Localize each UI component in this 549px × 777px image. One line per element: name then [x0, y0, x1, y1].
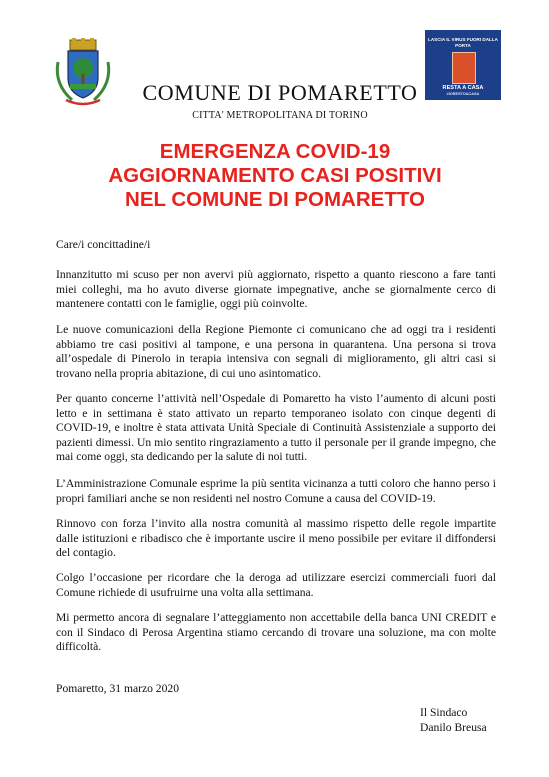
stay-home-poster: [425, 30, 501, 100]
headline-line: EMERGENZA COVID-19: [159, 140, 391, 163]
municipality-subtitle: CITTA' METROPOLITANA DI TORINO: [192, 110, 368, 121]
salutation: Care/i concittadine/i: [56, 238, 151, 251]
poster-top-text: LASCIA IL VIRUS FUORI DALLA PORTA: [428, 37, 498, 48]
headline: [60, 140, 490, 212]
signature-block: [420, 706, 500, 735]
dateline: Pomaretto, 31 marzo 2020: [56, 682, 179, 695]
letter-paragraph: L’Amministrazione Comunale esprime la più sentita vicinanza a tutti coloro che hanno perso i propri familiari anche se non residenti nel nostro Comune a causa del COVID-19.: [56, 477, 496, 505]
letter-paragraph: Mi permetto ancora di segnalare l’atteggiamento non accettabile della banca UNI CREDIT e con il Sindaco di Perosa Argentina stiamo cercando di trovare una soluzione, ma con molte difficoltà.: [56, 611, 496, 654]
signature-title: Il Sindaco: [420, 706, 468, 719]
headline-line: AGGIORNAMENTO CASI POSITIVI: [108, 164, 442, 187]
letter-paragraph: Colgo l’occasione per ricordare che la deroga ad utilizzare esercizi commerciali fuori dal Comune richiede di usufruirne una volta alla settimana.: [56, 571, 496, 599]
letter-paragraph: Le nuove comunicazioni della Regione Piemonte ci comunicano che ad oggi tra i residenti abbiamo tre casi positivi al tampone, e una persona in quarantena. Una persona si trova all’ospedale di Pinerolo in terapia intensiva con segnali di miglioramento, gli altri casi si trovano nella propria abitazione, di cui uno asintomatico.: [56, 323, 496, 380]
letter-paragraph: Innanzitutto mi scuso per non avervi più aggiornato, rispetto a quanto riescono a fare tanti miei colleghi, ma ho avuto diverse giornate impegnative, anche se giornalmente cerco di mantenere contatti con le famiglie, oggi più coinvolte.: [56, 268, 496, 311]
poster-footer-text: #IORESTOACASA: [446, 92, 480, 96]
signature-name: Danilo Breusa: [420, 720, 487, 734]
municipality-name: COMUNE DI POMARETTO: [142, 80, 418, 105]
letter-paragraph: Per quanto concerne l’attività nell’Ospedale di Pomaretto ha visto l’aumento di alcuni posti letto e in settimana è stato attivato un reparto temporaneo isolato con cinque degenti di COVID-19, e inoltre è stata attivata Unità Speciale di Continuità Assistenziale a supporto dei pazienti dimessi. Un mio sentito ringraziamento a tutto il personale per il grande impegno, che mai come oggi, sta dedicando per la salute di noi tutti.: [56, 392, 496, 464]
door-icon: [452, 52, 476, 84]
poster-main-text: RESTA A CASA: [442, 85, 484, 91]
letter-paragraph: Rinnovo con forza l’invito alla nostra comunità al massimo rispetto delle regole impartite dalle istituzioni e ribadisco che è importante uscire il meno possibile per evitare il diffondersi del contagio.: [56, 517, 496, 560]
coat-of-arms-icon: [52, 38, 114, 108]
headline-line: NEL COMUNE DI POMARETTO: [125, 188, 425, 211]
